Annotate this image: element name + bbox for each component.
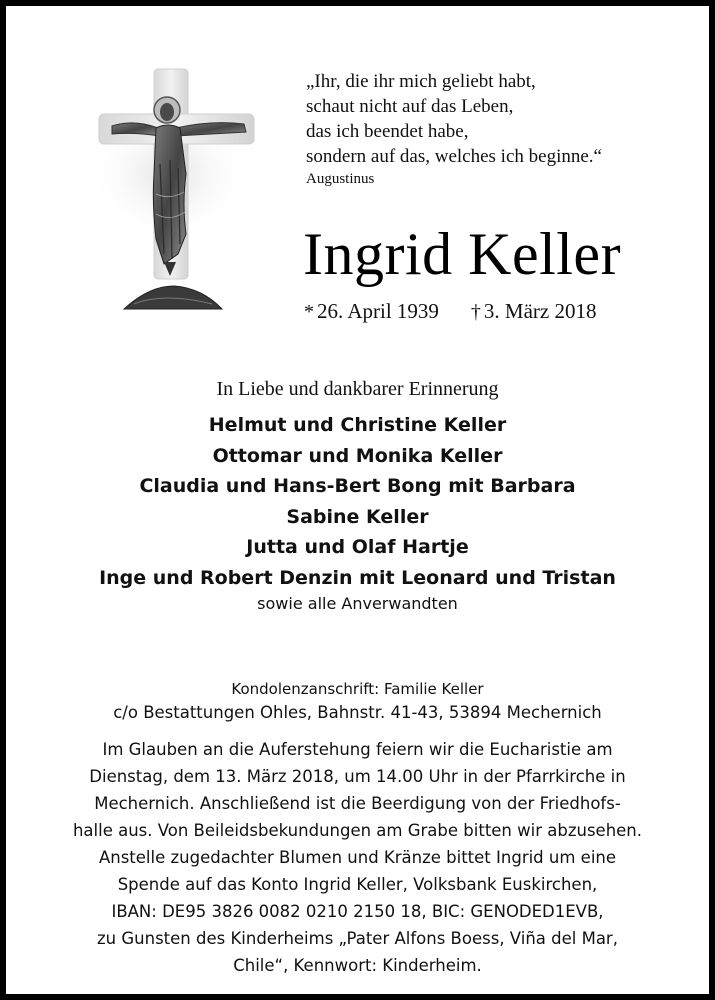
condolence-label: Kondolenzanschrift:	[231, 680, 380, 698]
quote-author: Augustinus	[306, 171, 375, 187]
quote-line: das ich beendet habe,	[306, 121, 469, 142]
service-line: Chile“, Kennwort: Kinderheim.	[233, 956, 482, 975]
mourner-name: Helmut und Christine Keller	[208, 414, 507, 436]
deceased-name: Ingrid Keller	[303, 221, 622, 287]
quote-line: schaut nicht auf das Leben,	[306, 96, 514, 117]
service-line: Mechernich. Anschließend ist die Beerdigung von der Friedhofs-	[94, 794, 621, 813]
birth-date: 26. April 1939	[317, 299, 439, 323]
service-line: Spende auf das Konto Ingrid Keller, Volksbank Euskirchen,	[117, 875, 598, 894]
relatives-line: sowie alle Anverwandten	[257, 594, 458, 613]
life-dates	[304, 297, 704, 326]
crucifix-image	[94, 64, 264, 314]
condolence-address	[6, 677, 709, 725]
quote-line: „Ihr, die ihr mich geliebt habt,	[306, 71, 536, 92]
condolence-recipient: Familie Keller	[383, 680, 484, 698]
memory-line: In Liebe und dankbarer Erinnerung	[216, 378, 499, 400]
quote-line: sondern auf das, welches ich beginne.“	[306, 146, 602, 167]
mourners-list	[6, 410, 709, 615]
service-text	[6, 736, 709, 979]
birth-star-icon: *	[304, 301, 314, 323]
mourner-name: Ottomar und Monika Keller	[212, 444, 503, 467]
condolence-recipient-line	[6, 677, 709, 701]
service-line: IBAN: DE95 3826 0082 0210 2150 18, BIC: GENODED1EVB,	[111, 902, 604, 921]
mourner-name: Claudia und Hans-Bert Bong mit Barbara	[139, 475, 576, 497]
service-line: Dienstag, dem 13. März 2018, um 14.00 Uhr in der Pfarrkirche in	[89, 767, 626, 786]
quote-block	[306, 69, 686, 189]
service-line: Anstelle zugedachter Blumen und Kränze bittet Ingrid um eine	[98, 848, 617, 867]
mourner-name: Inge und Robert Denzin mit Leonard und Tristan	[99, 566, 616, 589]
service-line: zu Gunsten des Kinderheims „Pater Alfons Boess, Viña del Mar,	[97, 929, 618, 948]
mourner-name: Jutta und Olaf Hartje	[246, 536, 469, 558]
service-line: halle aus. Von Beileidsbekundungen am Grabe bitten wir abzusehen.	[72, 821, 643, 840]
condolence-street: c/o Bestattungen Ohles, Bahnstr. 41-43, 53894 Mechernich	[113, 703, 602, 722]
mourner-name: Sabine Keller	[286, 505, 429, 528]
death-date: 3. März 2018	[483, 299, 597, 323]
death-cross-icon: †	[470, 301, 481, 323]
service-line: Im Glauben an die Auferstehung feiern wir die Eucharistie am	[102, 740, 613, 759]
